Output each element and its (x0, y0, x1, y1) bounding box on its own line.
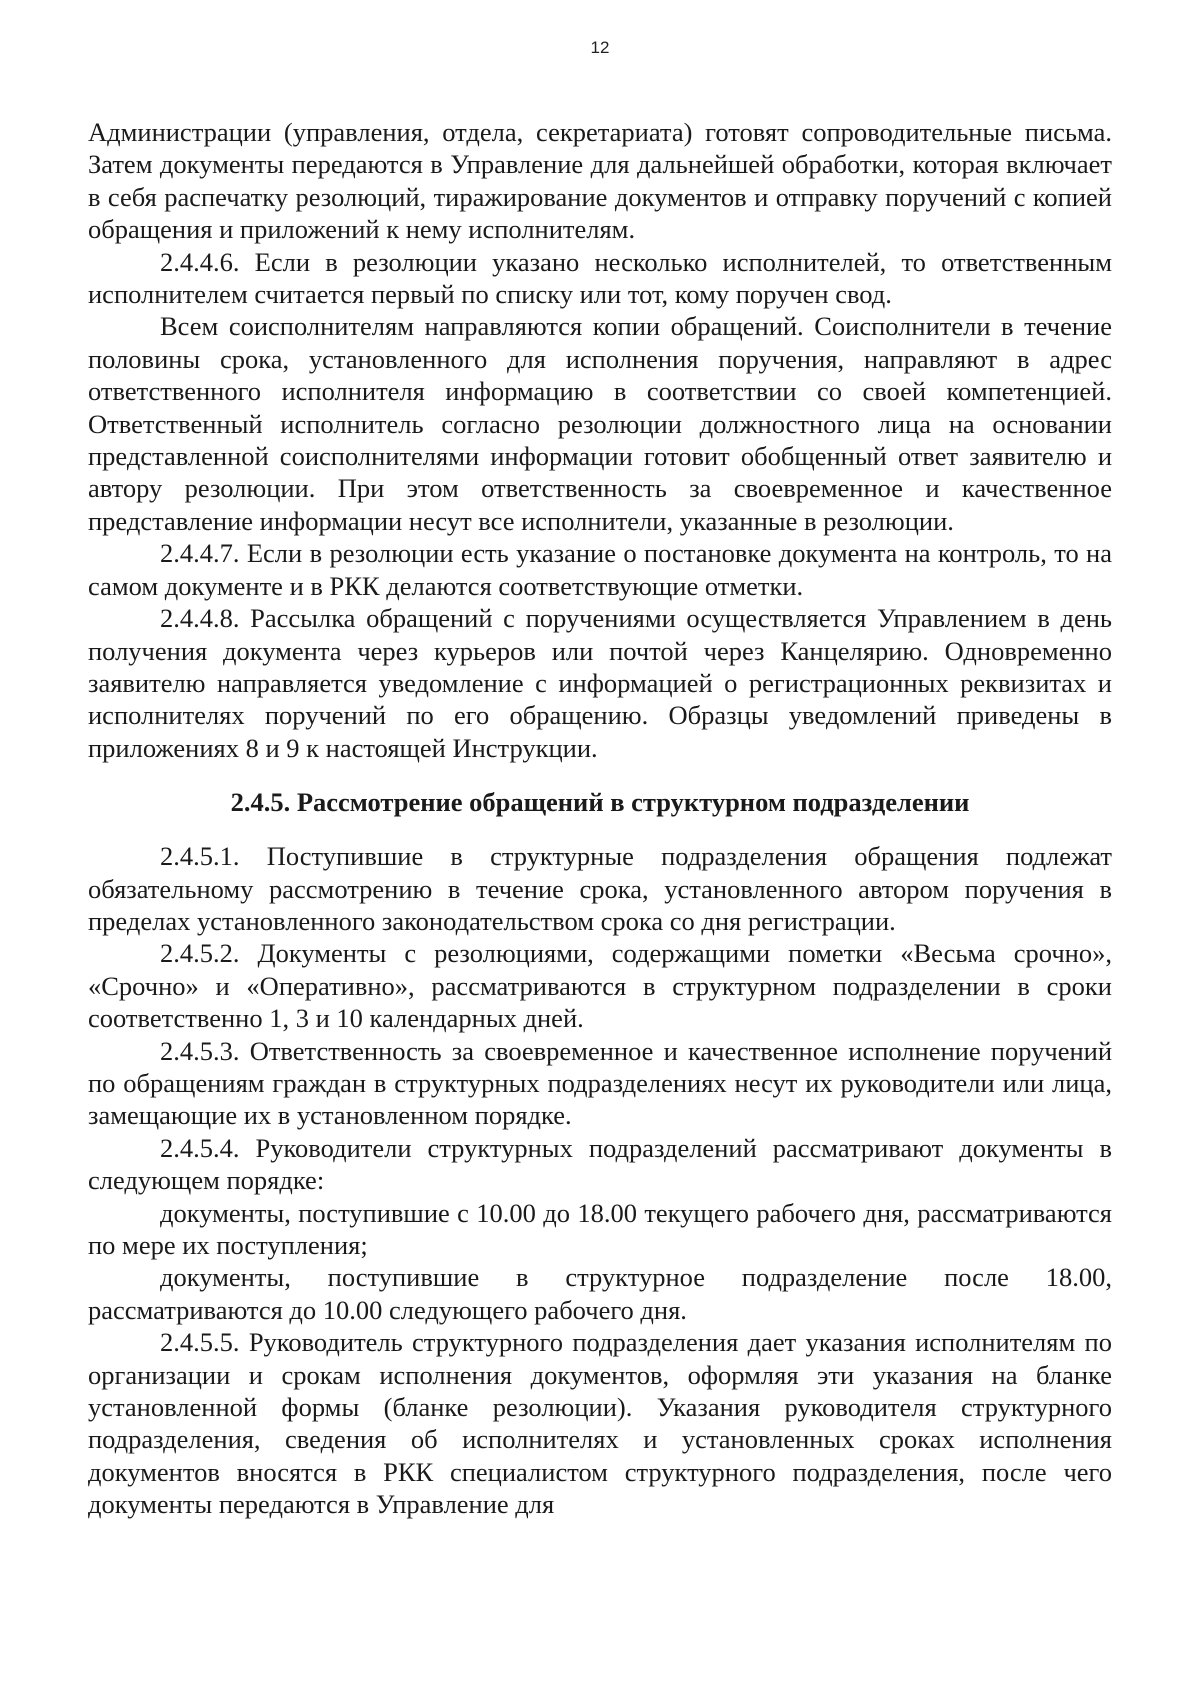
paragraph-2-4-4-8: 2.4.4.8. Рассылка обращений с поручениями осуществляется Управлением в день получения документа через курьеров или почтой через Канцелярию. Одновременно заявителю направляется уведомление с информацией о регистрационных реквизитах и исполнителях поручений по его обращению. Образцы уведомлений приведены в приложениях 8 и 9 к настоящей Инструкции. (88, 603, 1112, 763)
paragraph-2-4-5-1: 2.4.5.1. Поступившие в структурные подразделения обращения подлежат обязательному рассмотрению в течение срока, установленного автором поручения в пределах установленного законодательством срока со дня регистрации. (88, 841, 1112, 936)
paragraph-2-4-4-6: 2.4.4.6. Если в резолюции указано несколько исполнителей, то ответственным исполнителем считается первый по списку или тот, кому поручен свод. (88, 246, 1112, 310)
page-number: 12 (590, 38, 610, 57)
paragraph-coexecutors: Всем соисполнителям направляются копии обращений. Соисполнители в течение половины срока, установленного для исполнения поручения, направляют в адрес ответственного исполнителя информацию в соответствии со своей компетенцией. Ответственный исполнитель согласно резолюции должностного лица на основании представленной соисполнителями информации готовит обобщенный ответ заявителю и автору резолюции. При этом ответственность за своевременное и качественное представление информации несут все исполнители, указанные в резолюции. (88, 311, 1112, 536)
paragraph-order-item-1: документы, поступившие с 10.00 до 18.00 текущего рабочего дня, рассматриваются по мере их поступления; (88, 1197, 1112, 1260)
document-body (88, 116, 1112, 1521)
paragraph-2-4-5-5: 2.4.5.5. Руководитель структурного подразделения дает указания исполнителям по организации и срокам исполнения документов, оформляя эти указания на бланке установленной формы (бланке резолюции). Указания руководителя структурного подразделения, сведения об исполнителях и установленных сроках исполнения документов вносятся в РКК специалистом структурного подразделения, после чего документы передаются в Управление для (88, 1327, 1112, 1520)
paragraph-2-4-5-2: 2.4.5.2. Документы с резолюциями, содержащими пометки «Весьма срочно», «Срочно» и «Оперативно», рассматриваются в структурном подразделении в сроки соответственно 1, 3 и 10 календарных дней. (88, 938, 1112, 1034)
section-heading-2-4-5: 2.4.5. Рассмотрение обращений в структурном подразделении (230, 787, 970, 818)
paragraph-2-4-5-4: 2.4.5.4. Руководители структурных подразделений рассматривают документы в следующем порядке: (88, 1132, 1112, 1196)
paragraph-continuation: Администрации (управления, отдела, секретариата) готовят сопроводительные письма. Затем документы передаются в Управление для дальнейшей обработки, которая включает в себя распечатку резолюций, тиражирование документов и отправку поручений с копией обращения и приложений к нему исполнителям. (88, 117, 1112, 245)
paragraph-order-item-2: документы, поступившие в структурное подразделение после 18.00, рассматриваются до 10.00 следующего рабочего дня. (88, 1262, 1112, 1325)
paragraph-2-4-4-7: 2.4.4.7. Если в резолюции есть указание о постановке документа на контроль, то на самом документе и в РКК делаются соответствующие отметки. (88, 538, 1112, 601)
paragraph-2-4-5-3: 2.4.5.3. Ответственность за своевременное и качественное исполнение поручений по обращениям граждан в структурных подразделениях несут их руководители или лица, замещающие их в установленном порядке. (88, 1035, 1112, 1131)
